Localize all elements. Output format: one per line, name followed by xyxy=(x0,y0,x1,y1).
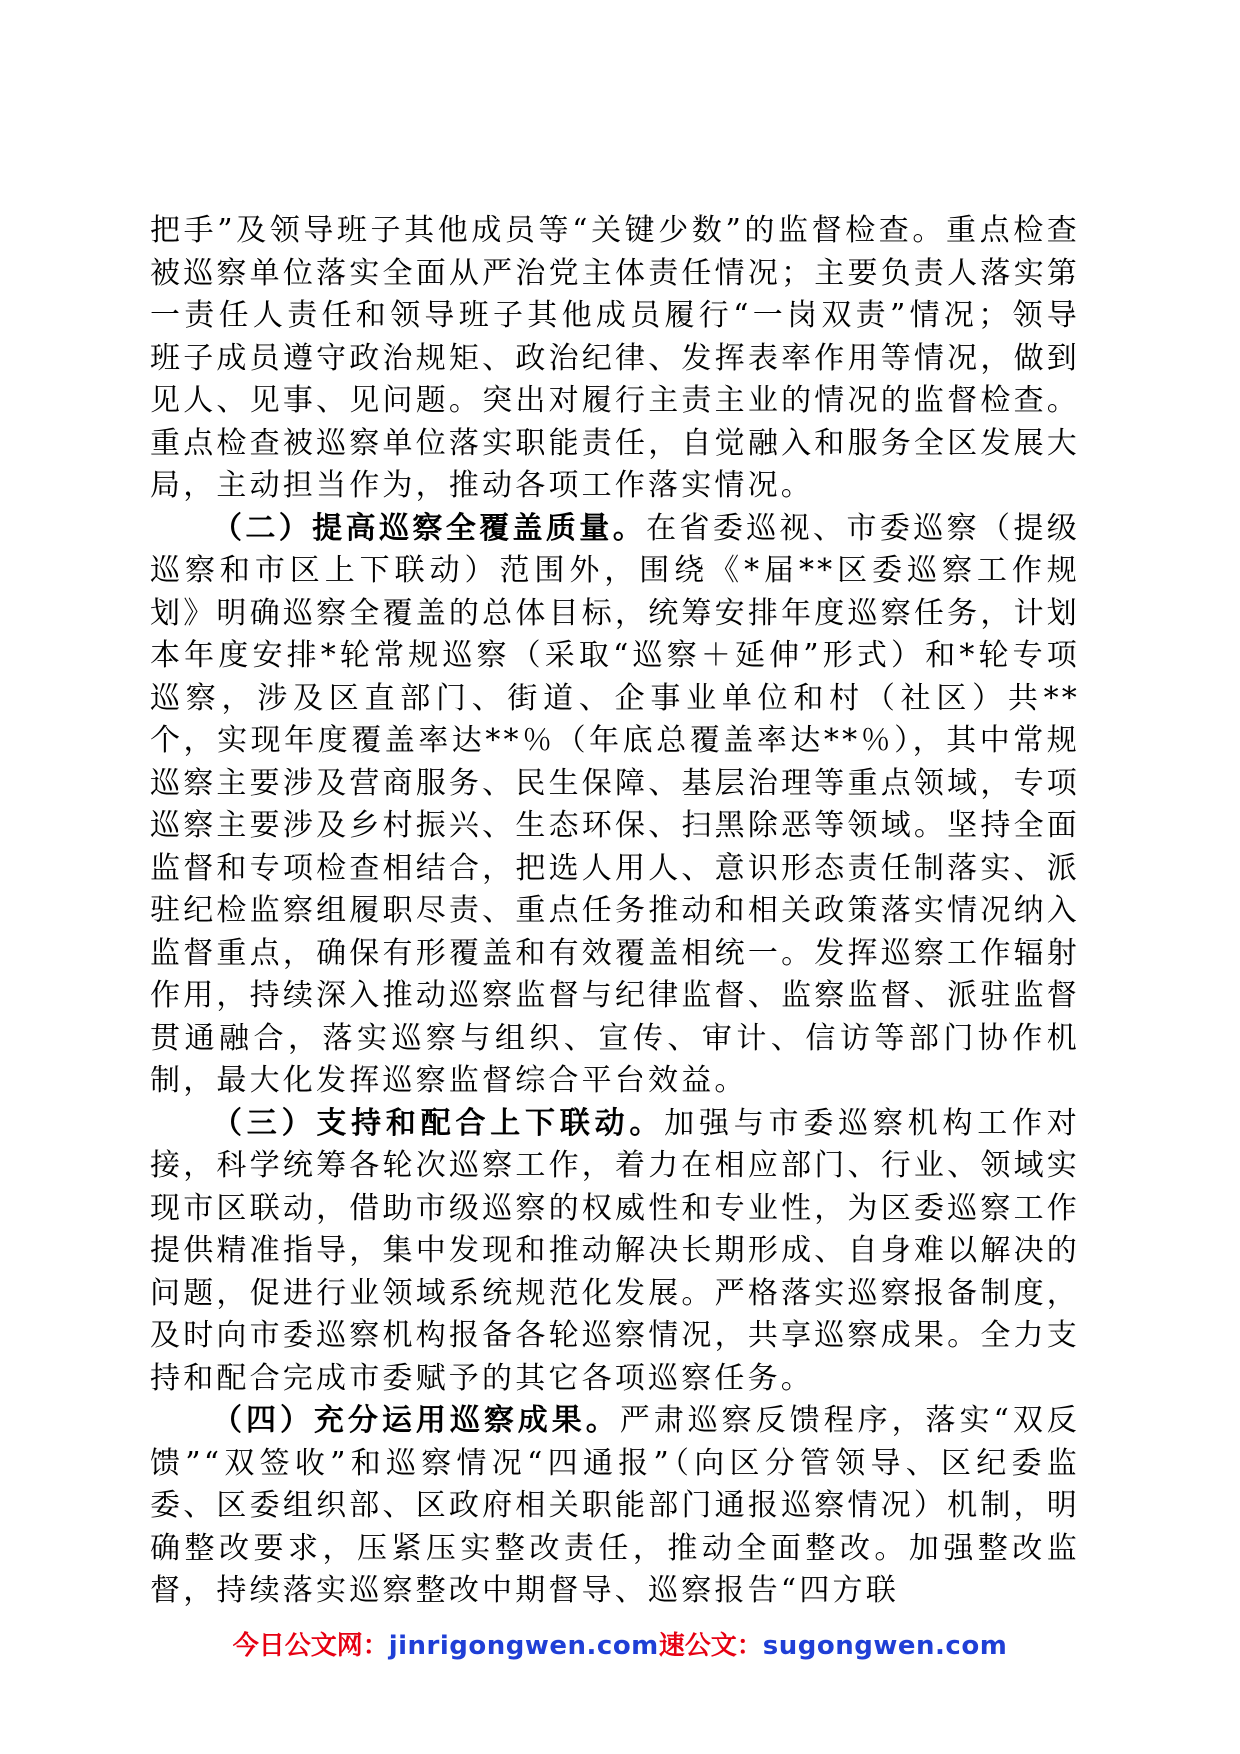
section-heading-2: （二）提高巡察全覆盖质量。 xyxy=(212,510,647,546)
document-body xyxy=(150,210,1080,1613)
footer-site1-url[interactable]: jinrigongwen.com xyxy=(388,1631,659,1661)
section-heading-3: （三）支持和配合上下联动。 xyxy=(212,1105,665,1141)
paragraph-continuation xyxy=(150,210,1080,508)
footer-site1-name: 今日公文网： xyxy=(232,1631,389,1661)
paragraph-text: 严肃巡察反馈程序，落实“双反馈”“双签收”和巡察情况“四通报”（向区分管领导、区纪委监委、区委组织部、区政府相关职能部门通报巡察情况）机制，明确整改要求，压紧压实整改责任，推动全面整改。加强整改监督，持续落实巡察整改中期督导、巡察报告“四方联 xyxy=(150,1403,1081,1608)
watermark-footer xyxy=(0,1628,1240,1664)
paragraph-section-3 xyxy=(150,1103,1080,1401)
paragraph-text: 加强与市委巡察机构工作对接，科学统筹各轮次巡察工作，着力在相应部门、行业、领域实现市区联动，借助市级巡察的权威性和专业性，为区委巡察工作提供精准指导，集中发现和推动解决长期形成、自身难以解决的问题，促进行业领域系统规范化发展。严格落实巡察报备制度，及时向市委巡察机构报备各轮巡察情况，共享巡察成果。全力支持和配合完成市委赋予的其它各项巡察任务。 xyxy=(150,1105,1080,1396)
paragraph-text: 在省委巡视、市委巡察（提级巡察和市区上下联动）范围外，围绕《*届**区委巡察工作规划》明确巡察全覆盖的总体目标，统筹安排年度巡察任务，计划本年度安排*轮常规巡察（采取“巡察＋延伸”形式）和*轮专项巡察，涉及区直部门、街道、企事业单位和村（社区）共**个，实现年度覆盖率达**％（年底总覆盖率达**％），其中常规巡察主要涉及营商服务、民生保障、基层治理等重点领域，专项巡察主要涉及乡村振兴、生态环保、扫黑除恶等领域。坚持全面监督和专项检查相结合，把选人用人、意识形态责任制落实、派驻纪检监察组履职尽责、重点任务推动和相关政策落实情况纳入监督重点，确保有形覆盖和有效覆盖相统一。发挥巡察工作辐射作用，持续深入推动巡察监督与纪律监督、监察监督、派驻监督贯通融合，落实巡察与组织、宣传、审计、信访等部门协作机制，最大化发挥巡察监督综合平台效益。 xyxy=(150,510,1080,1098)
paragraph-text: 把手”及领导班子其他成员等“关键少数”的监督检查。重点检查被巡察单位落实全面从严治党主体责任情况；主要负责人落实第一责任人责任和领导班子其他成员履行“一岗双责”情况；领导班子成员遵守政治规矩、政治纪律、发挥表率作用等情况，做到见人、见事、见问题。突出对履行主责主业的情况的监督检查。重点检查被巡察单位落实职能责任，自觉融入和服务全区发展大局，主动担当作为，推动各项工作落实情况。 xyxy=(150,213,1080,503)
footer-site2-url[interactable]: sugongwen.com xyxy=(762,1631,1008,1661)
paragraph-section-4 xyxy=(150,1400,1080,1613)
footer-site2-name: 速公文： xyxy=(658,1631,763,1661)
section-heading-4: （四）充分运用巡察成果。 xyxy=(212,1403,620,1438)
paragraph-section-2 xyxy=(150,508,1080,1103)
